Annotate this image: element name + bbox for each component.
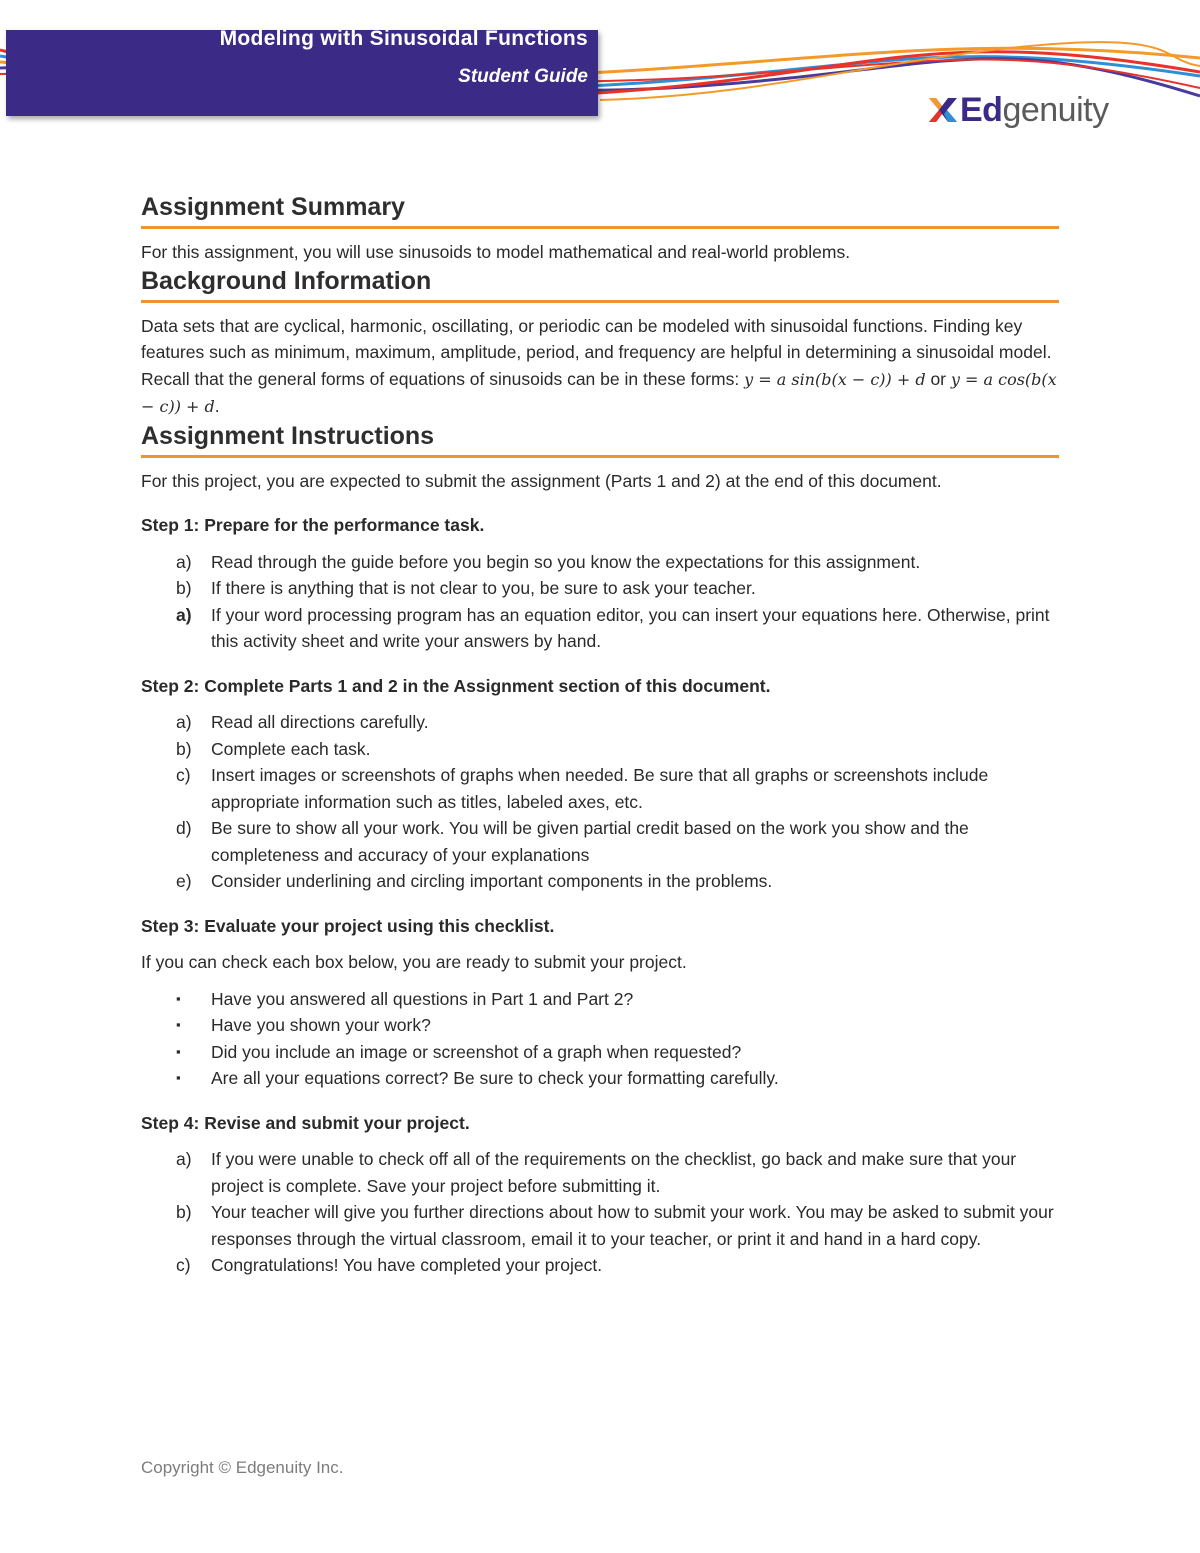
list-item: d) Be sure to show all your work. You will be given partial credit based on the work you show and the completeness and accuracy of your explanations <box>176 818 969 865</box>
title-banner <box>6 30 598 116</box>
instructions-heading: Assignment Instructions <box>141 421 1059 458</box>
bullet-icon: ▪ <box>176 1070 181 1085</box>
list-item: b) Your teacher will give you further directions about how to submit your work. You may be asked to submit your responses through the virtual classroom, email it to your teacher, or print it and hand in a hard copy. <box>176 1202 1054 1249</box>
document-title: Modeling with Sinusoidal Functions <box>219 30 588 50</box>
document-body <box>141 192 1059 1279</box>
step-1-list <box>141 549 1059 655</box>
cosine-equation: y = a cos(b(x − c)) + d <box>141 369 1057 416</box>
background-text: Data sets that are cyclical, harmonic, oscillating, or periodic can be modeled with sinusoidal functions. Finding key features such as minimum, maximum, amplitude, period, and frequency are helpful in determining a sinusoidal model. Recall that the general forms of equations of sinusoids can be in these forms: y = a sin(b(x − c)) + d or y = a cos(b(x − c)) + d. <box>141 315 1057 416</box>
edgenuity-x-icon <box>926 93 960 127</box>
list-item: b) Complete each task. <box>176 738 371 759</box>
sine-equation: y = a sin(b(x − c)) + d <box>744 369 926 389</box>
step-3-title: Step 3: Evaluate your project using this checklist. <box>141 915 555 936</box>
list-item: b) If there is anything that is not clear to you, be sure to ask your teacher. <box>176 578 756 598</box>
checklist-item: ▪ Are all your equations correct? Be sure to check your formatting carefully. <box>141 1065 1059 1092</box>
list-item: c) Congratulations! You have completed your project. <box>176 1255 603 1275</box>
list-item: c) Insert images or screenshots of graphs when needed. Be sure that all graphs or screenshots include appropriate information such as titles, labeled axes, etc. <box>176 765 989 812</box>
instructions-intro: For this project, you are expected to submit the assignment (Parts 1 and 2) at the end of this document. <box>141 470 942 491</box>
step-4-title: Step 4: Revise and submit your project. <box>141 1112 470 1133</box>
list-item: a) If your word processing program has an equation editor, you can insert your equations here. Otherwise, print this activity sheet and write your answers by hand. <box>176 604 1050 651</box>
logo-wordmark: Edgenuity <box>960 91 1109 129</box>
checklist-item: ▪ Have you answered all questions in Part 1 and Part 2? <box>141 986 1059 1013</box>
bullet-icon: ▪ <box>176 1017 181 1032</box>
checklist <box>141 986 1059 1092</box>
step-3-intro: If you can check each box below, you are ready to submit your project. <box>141 952 687 972</box>
checklist-item: ▪ Have you shown your work? <box>141 1012 1059 1039</box>
background-heading: Background Information <box>141 266 1059 303</box>
list-item: a) If you were unable to check off all of the requirements on the checklist, go back and make sure that your project is complete. Save your project before submitting it. <box>176 1149 1017 1196</box>
step-1-title: Step 1: Prepare for the performance task. <box>141 515 485 535</box>
step-2-list <box>141 709 1059 895</box>
list-item: a) Read all directions carefully. <box>176 712 429 732</box>
checklist-item: ▪ Did you include an image or screenshot of a graph when requested? <box>141 1039 1059 1066</box>
step-2-title: Step 2: Complete Parts 1 and 2 in the Assignment section of this document. <box>141 675 771 696</box>
summary-heading: Assignment Summary <box>141 192 1059 229</box>
copyright-footer: Copyright © Edgenuity Inc. <box>141 1458 344 1477</box>
edgenuity-logo <box>926 90 1109 130</box>
document-subtitle: Student Guide <box>458 66 588 87</box>
list-item: e) Consider underlining and circling important components in the problems. <box>176 871 773 891</box>
list-item: a) Read through the guide before you begin so you know the expectations for this assignment. <box>176 551 921 572</box>
bullet-icon: ▪ <box>176 990 181 1006</box>
bullet-icon: ▪ <box>176 1043 181 1059</box>
step-4-list <box>141 1146 1059 1279</box>
summary-text: For this assignment, you will use sinusoids to model mathematical and real-world problems. <box>141 242 851 262</box>
